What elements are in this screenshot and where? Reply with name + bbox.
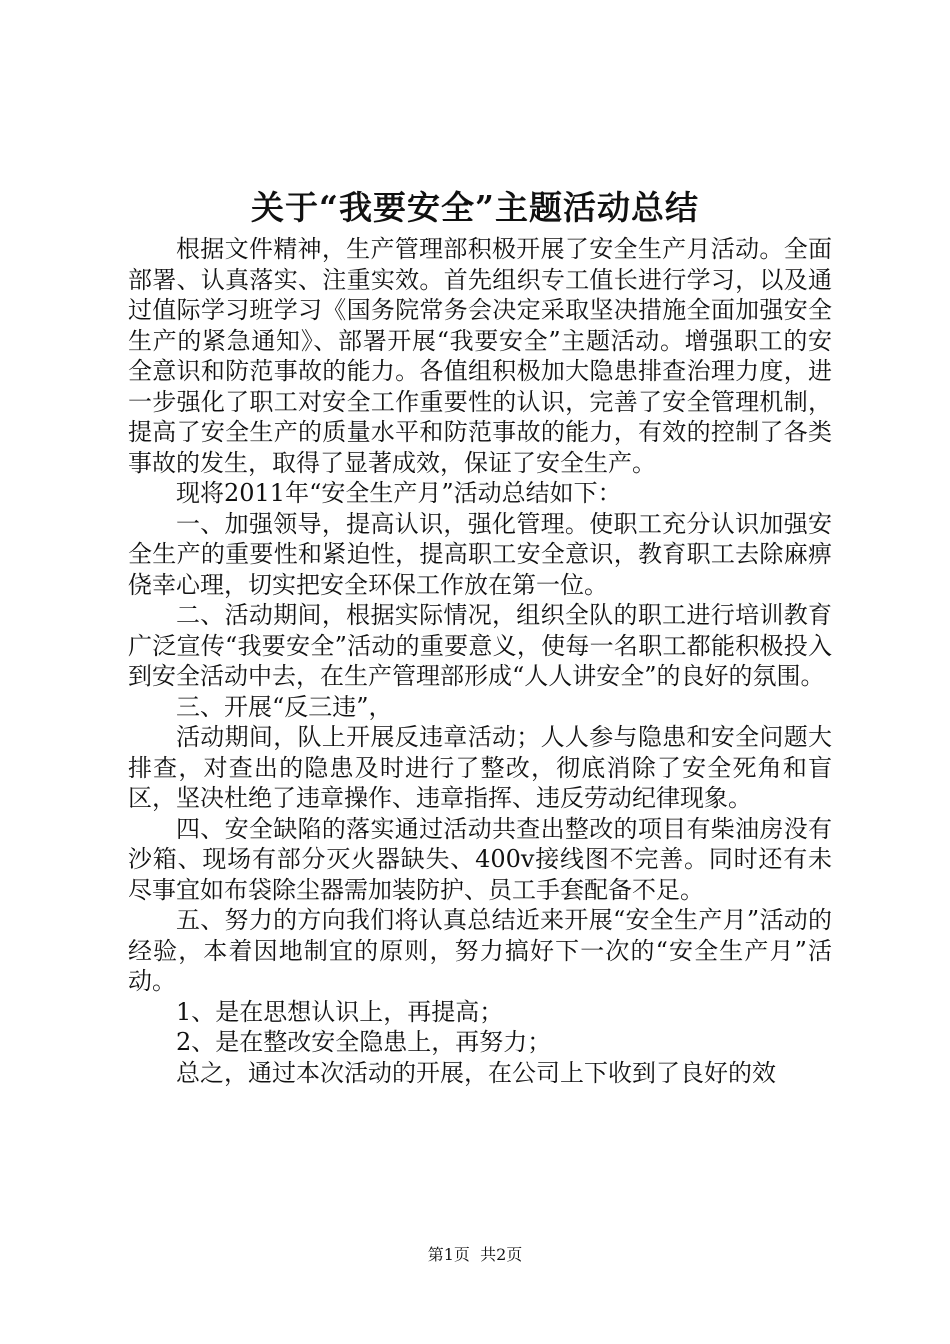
paragraph-item-four: 四、安全缺陷的落实通过活动共查出整改的项目有柴油房没有沙箱、现场有部分灭火器缺失、400v接线图不完善。同时还有未尽事宜如布袋除尘器需加装防护、员工手套配备不足。 xyxy=(128,814,832,904)
document-body xyxy=(128,234,832,1088)
footer-separator xyxy=(470,1245,480,1264)
page-footer xyxy=(0,1243,950,1267)
page-number: 第1页 xyxy=(427,1245,470,1264)
paragraph-item-one: 一、加强领导，提高认识，强化管理。使职工充分认识加强安全生产的重要性和紧迫性，提高职工安全意识，教育职工去除麻痹侥幸心理，切实把安全环保工作放在第一位。 xyxy=(128,509,832,599)
paragraph-item-three-heading: 三、开展“反三违”， xyxy=(176,692,393,721)
paragraph-conclusion: 总之，通过本次活动的开展，在公司上下收到了良好的效 xyxy=(176,1058,776,1087)
paragraph-summary-lead: 现将2011年“安全生产月”活动总结如下： xyxy=(176,479,622,507)
page-total: 共2页 xyxy=(480,1245,523,1264)
paragraph-point-one: 1、是在思想认识上，再提高； xyxy=(176,997,504,1026)
paragraph-item-two: 二、活动期间，根据实际情况，组织全队的职工进行培训教育广泛宣传“我要安全”活动的重要意义，使每一名职工都能积极投入到安全活动中去，在生产管理部形成“人人讲安全”的良好的氛围。 xyxy=(128,601,832,690)
paragraph-intro: 根据文件精神，生产管理部积极开展了安全生产月活动。全面部署、认真落实、注重实效。首先组织专工值长进行学习，以及通过值际学习班学习《国务院常务会决定采取坚决措施全面加强安全生产的紧急通知》、部署开展“我要安全”主题活动。增强职工的安全意识和防范事故的能力。各值组积极加大隐患排查治理力度，进一步强化了职工对安全工作重要性的认识，完善了安全管理机制，提高了安全生产的质量水平和防范事故的能力，有效的控制了各类事故的发生，取得了显著成效，保证了安全生产。 xyxy=(128,235,832,477)
paragraph-point-two: 2、是在整改安全隐患上，再努力； xyxy=(176,1028,552,1056)
document-title: 关于“我要安全”主题活动总结 xyxy=(251,188,699,227)
paragraph-item-five: 五、努力的方向我们将认真总结近来开展“安全生产月”活动的经验，本着因地制宜的原则，努力搞好下一次的“安全生产月”活动。 xyxy=(128,906,832,995)
paragraph-item-three-body: 活动期间，队上开展反违章活动；人人参与隐患和安全问题大排查，对查出的隐患及时进行了整改，彻底消除了安全死角和盲区，坚决杜绝了违章操作、违章指挥、违反劳动纪律现象。 xyxy=(128,723,832,812)
